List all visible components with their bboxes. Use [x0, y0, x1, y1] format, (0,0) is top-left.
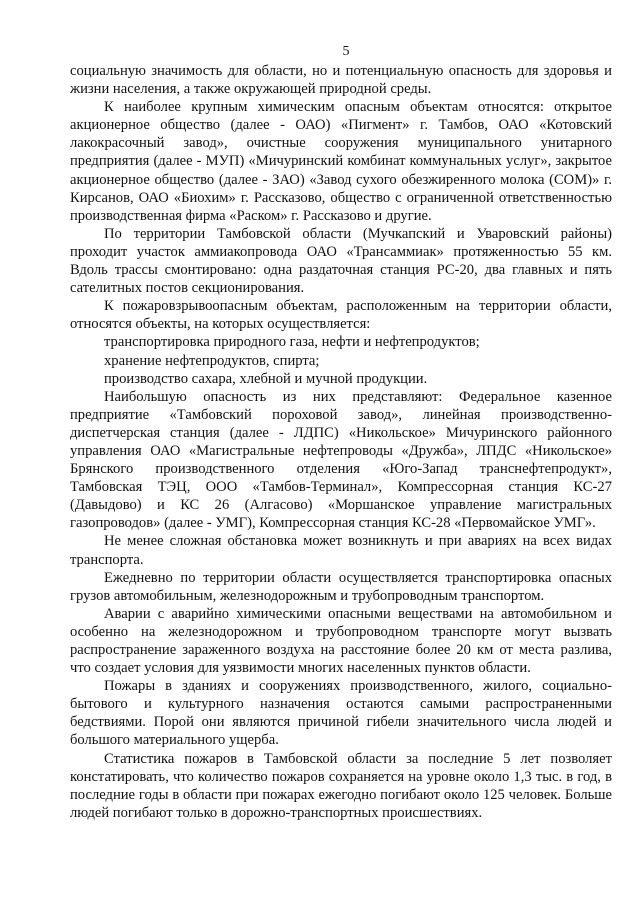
- paragraph-ammonia-pipeline: По территории Тамбовской области (Мучкапский и Уваровский районы) проходит участок аммиакопровода ОАО «Трансаммиак» протяженностью 55 км. Вдоль трассы смонтировано: одна раздаточная станция РС-20, два главных и пять сателитных постов секционирования.: [70, 225, 612, 297]
- paragraph-chemical-objects: К наиболее крупным химическим опасным объектам относятся: открытое акционерное общество (далее - ОАО) «Пигмент» г. Тамбов, ОАО «Котовский лакокрасочный завод», очистные сооружения муниципального унитарного предприятия (далее - МУП) «Мичуринский комбинат коммунальных услуг», закрытое акционерное общество (далее - ЗАО) «Завод сухого обезжиренного молока (СОМ)» г. Кирсанов, ОАО «Биохим» г. Рассказово, общество с ограниченной ответственностью производственная фирма «Раском» г. Рассказово и другие.: [70, 99, 612, 224]
- paragraph-greatest-danger: Наибольшую опасность из них представляют: Федеральное казенное предприятие «Тамбовский пороховой завод», линейная производственно-диспетчерская станция (далее - ЛДПС) «Никольское» Мичуринского районного управления ОАО «Магистральные нефтепроводы «Дружба», ЛПДС «Никольское» Брянского производственного отделения «Юго-Запад транснефтепродукт», Тамбовская ТЭЦ, ООО «Тамбов-Терминал», Компрессорная станция КС-27 (Давыдово) и КС 26 (Алгасово) «Моршанское управление магистральных газопроводов» (далее - УМГ), Компрессорная станция КС-28 «Первомайское УМГ».: [70, 388, 612, 532]
- paragraph-chemical-accidents: Аварии с аварийно химическими опасными веществами на автомобильном и особенно на железнодорожном и трубопроводном транспорте могут вызвать распространение зараженного воздуха на расстояние более 20 км от места разлива, что создает условия для уязвимости многих населенных пунктов области.: [70, 605, 612, 677]
- list-item-storage: хранение нефтепродуктов, спирта;: [104, 352, 320, 369]
- list-item-gas-transport: транспортировка природного газа, нефти и нефтепродуктов;: [104, 334, 480, 351]
- paragraph-fire-explosive-objects: К пожаровзрывоопасным объектам, расположенным на территории области, относятся объекты, на которых осуществляется:: [70, 298, 612, 333]
- list-item-production: производство сахара, хлебной и мучной продукции.: [104, 370, 428, 387]
- paragraph-continuation: социальную значимость для области, но и потенциальную опасность для здоровья и жизни населения, а также окружающей природной среды.: [70, 63, 612, 98]
- page-number: 5: [342, 44, 350, 59]
- paragraph-daily-transport: Ежедневно по территории области осуществляется транспортировка опасных грузов автомобильным, железнодорожным и трубопроводным транспортом.: [70, 569, 612, 604]
- paragraph-transport-accidents: Не менее сложная обстановка может возникнуть и при авариях на всех видах транспорта.: [70, 533, 612, 568]
- paragraph-fires: Пожары в зданиях и сооружениях производственного, жилого, социально-бытового и культурного назначения остаются самыми распространенными бедствиями. Порой они являются причиной гибели значительного числа людей и большого материального ущерба.: [70, 678, 612, 749]
- paragraph-fire-statistics: Статистика пожаров в Тамбовской области за последние 5 лет позволяет констатировать, что количество пожаров сохраняется на уровне около 1,3 тыс. в год, в последние годы в области при пожарах ежегодно погибают около 125 человек. Больше людей погибают только в дорожно-транспортных происшествиях.: [70, 750, 612, 821]
